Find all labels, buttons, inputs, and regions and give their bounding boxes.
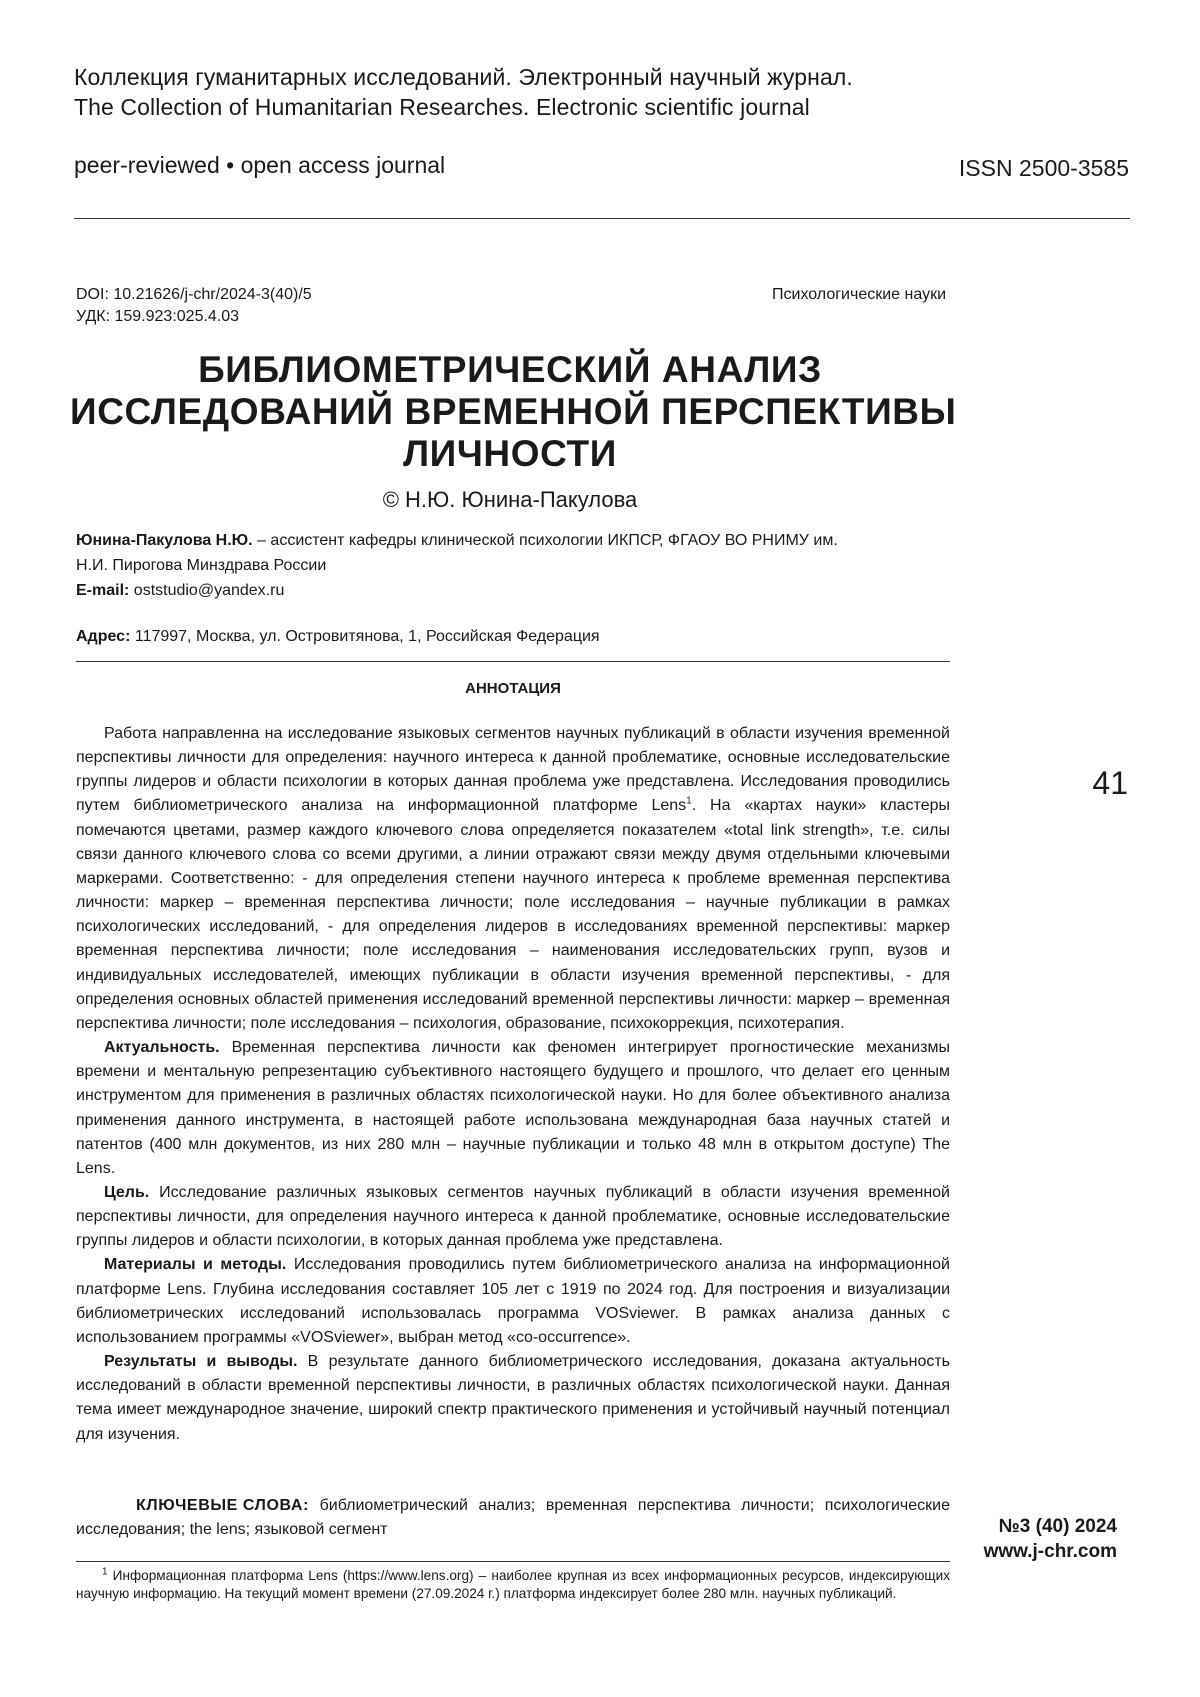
header-divider [74, 218, 1130, 219]
footnote-text: Информационная платформа Lens (https://www.lens.org) – наиболее крупная из всех информационных ресурсов, индексирующих научную информацию. На текущий момент времени (27.09.2024 г.) платформа индексирует более 280 млн. научных публикаций. [76, 1568, 950, 1601]
footnote-ref[interactable]: 1 [686, 796, 692, 808]
author-address [76, 628, 600, 646]
keywords-text: библиометрический анализ; временная перспектива личности; психологические исследования; the lens; языковой сегмент [76, 1497, 950, 1538]
abstract-paragraph [76, 722, 950, 1036]
author-affiliation [76, 532, 838, 550]
goal-paragraph [76, 1181, 950, 1253]
results-paragraph [76, 1350, 950, 1447]
section-rubric: Психологические науки [772, 286, 946, 303]
email-label: E-mail: [76, 582, 130, 599]
methods-label: Материалы и методы. [104, 1256, 287, 1274]
journal-title-en: The Collection of Humanitarian Researches. Electronic scientific journal [74, 94, 810, 120]
abstract-heading: АННОТАЦИЯ [465, 680, 561, 697]
author-name: Юнина-Пакулова Н.Ю. [76, 532, 253, 549]
footnote-divider [76, 1561, 950, 1562]
footnote-marker: 1 [102, 1566, 108, 1578]
abstract-body [76, 722, 950, 1447]
methods-text: Исследования проводились путем библиометрического анализа на информационной платформе Lens. Глубина исследования составляет 105 лет с 1919 по 2024 год. Для построения и визуализации библиометрических исследований использовалась программа VOSviewer. В рамках анализа данных с использованием программы «VOSviewer», выбран метод «co-occurrence». [76, 1256, 950, 1346]
relevance-text: Временная перспектива личности как феномен интегрирует прогностические механизмы времени и ментальную репрезентацию субъективного настоящего будущего и прошлого, что делает его ценным инструментом для применения в различных областях психологической науки. Но для более объективного анализа применения данного инструмента, в настоящей работе использована международная база научных статей и патентов (400 млн документов, из них 280 млн – научные публикации и только 48 млн в открытом доступе) The Lens. [76, 1039, 950, 1177]
title-line-3: ЛИЧНОСТИ [403, 433, 617, 474]
author-email [76, 582, 284, 600]
copyright-author: © Н.Ю. Юнина-Пакулова [382, 487, 638, 512]
abstract-text-2: . На «картах науки» кластеры помечаются цветами, размер каждого ключевого слова определяется показателем «total link strength», т.е. силы связи данного ключевого слова со всеми другими, а линии отражают связи между двумя отдельными ключевыми маркерами. Соответственно: - для определения степени научного интереса к проблеме временная перспектива личности: маркер – временная перспектива личности; поле исследования – научные публикации в рамках психологических исследований, - для определения лидеров в исследованиях временной перспективы: маркер временная перспектива личности; поле исследования – наименования исследовательских групп, вузов и индивидуальных исследователей, имеющих публикации в области изучения временной перспективы, - для определения основных областей применения исследований временной перспективы личности: маркер – временная перспектива личности; поле исследования – психология, образование, психокоррекция, психотерапия. [76, 797, 950, 1032]
page-number: 41 [1092, 765, 1128, 801]
email-link[interactable]: oststudio@yandex.ru [129, 582, 285, 599]
title-line-2: ИССЛЕДОВАНИЙ ВРЕМЕННОЙ ПЕРСПЕКТИВЫ [70, 391, 957, 432]
keywords [76, 1494, 950, 1542]
goal-label: Цель. [104, 1183, 150, 1201]
author-affiliation-text-2: Н.И. Пирогова Минздрава России [76, 557, 327, 574]
issn-label: ISSN 2500-3585 [958, 155, 1129, 181]
abstract-text-1: Работа направленна на исследование языковых сегментов научных публикаций в области изучения временной перспективы личности для определения: научного интереса к данной проблематике, основные исследовательские группы лидеров и области психологии в которых данная проблема уже представлена. Исследования проводились путем библиометрического анализа на информационной платформе Lens [76, 725, 950, 815]
article-title [70, 349, 957, 475]
footnote [76, 1567, 950, 1603]
goal-text: Исследование различных языковых сегментов научных публикаций в области изучения временной перспективы личности, для определения научного интереса к данной проблематике, основные исследовательские группы лидеров и области психологии, в которых данная проблема уже представлена. [76, 1183, 950, 1250]
keywords-label: КЛЮЧЕВЫЕ СЛОВА: [136, 1497, 309, 1514]
methods-paragraph [76, 1253, 950, 1350]
relevance-paragraph [76, 1036, 950, 1181]
author-divider [76, 661, 950, 662]
issue-label: №3 (40) 2024 [998, 1516, 1117, 1537]
doi-label[interactable]: DOI: 10.21626/j-chr/2024-3(40)/5 [76, 286, 312, 303]
relevance-label: Актуальность. [104, 1039, 220, 1057]
results-label: Результаты и выводы. [104, 1353, 298, 1371]
peer-reviewed-label: peer-reviewed • open access journal [74, 152, 446, 178]
results-text: В результате данного библиометрического исследования, доказана актуальность исследований в области временной перспективы личности, в различных областях психологической науки. Данная тема имеет международное значение, широкий спектр практического применения и устойчивый научный потенциал для изучения. [76, 1353, 951, 1443]
journal-title-ru: Коллекция гуманитарных исследований. Электронный научный журнал. [74, 64, 853, 90]
address-text: 117997, Москва, ул. Островитянова, 1, Российская Федерация [130, 628, 600, 645]
author-affiliation-text-1: – ассистент кафедры клинической психологии ИКПСР, ФГАОУ ВО РНИМУ им. [252, 532, 838, 549]
address-label: Адрес: [76, 628, 131, 645]
website-link[interactable]: www.j-chr.com [983, 1541, 1117, 1562]
udk-label: УДК: 159.923:025.4.03 [76, 308, 240, 325]
title-line-1: БИБЛИОМЕТРИЧЕСКИЙ АНАЛИЗ [198, 349, 822, 390]
